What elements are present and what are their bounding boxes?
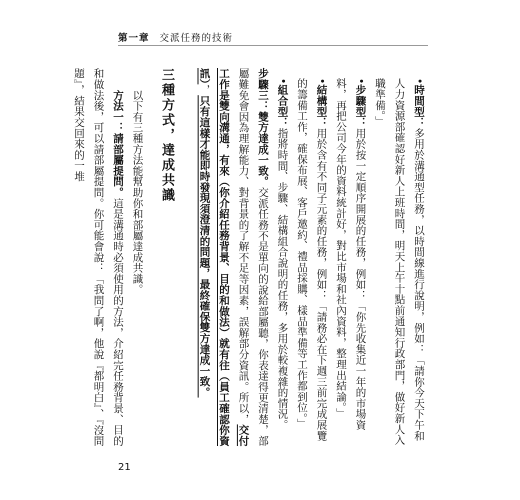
step-three-paragraph: 步驟三：雙方達成一致。交派任務不是單向的說給部屬聽，你表達得更清楚，部屬難免會因為理解能力、對背景的了解不足等因素，誤解部分資訊。所以，交付工作是雙向溝通，有來（你介紹任務背景、目的和做法）就有往（員工確認你資訊），只有這樣才能即時發現須澄清的問題，最終確保雙方達成一致。 — [198, 68, 269, 447]
method-one-paragraph — [69, 68, 128, 448]
bullet-label: 時間型： — [413, 84, 425, 128]
bullet-text: 指將時間、步驟、結構組合說明的任務，多用於較複雜的情況。 — [276, 127, 289, 431]
method-one-label: 方法一：請部屬提問。 — [112, 89, 124, 198]
running-header — [118, 30, 233, 44]
bullet-item-combination: •組合型：指將時間、步驟、結構組合說明的任務，多用於較複雜的情況。 — [276, 78, 289, 431]
bullet-label: 組合型： — [276, 84, 289, 128]
header-divider — [118, 45, 428, 46]
chapter-title: 交派任務的技術 — [159, 33, 234, 44]
step-three-text: 交派任務不是單向的說給部屬聽，你表達得更清楚，部屬難免會因為理解能力、對背景的了解不足等因素，誤解部分資訊。所以， — [237, 68, 269, 447]
bullet-item-time: •時間型：多用於溝通型任務，以時間線進行說明，例如：「請你今天下午和人力資源部確認好新人上班時間，明天上午十點前通知行政部門，做好新人入職準備。」 — [374, 78, 425, 446]
method-one-text: 這是溝通時必須使用的方法，介紹完任務背景、目的和做法後，可以請部屬提問。你可能會說：「我問了啊，他說『都明白』、『沒問題』，結果交回來的一堆 — [73, 68, 124, 447]
bullet-text: 用於按一定順序開展的任務，例如：「你先收集近一年的市場資料，再把公司今年的資料統計好，對比市場和社內資料，整理出結論。」 — [335, 78, 367, 431]
step-three-label: 步驟三：雙方達成一致。 — [257, 68, 269, 187]
page-number: 21 — [118, 462, 131, 473]
bullet-item-steps: •步驟型：用於按一定順序開展的任務，例如：「你先收集近一年的市場資料，再把公司今年的資料統計好，對比市場和社內資料，整理出結論。」 — [335, 78, 367, 431]
step-three-emphasis-1: 交付工作是雙向溝通，有來（你介紹任務背景、目的和做法）就有往（員工確認你資訊） — [198, 68, 250, 447]
bullet-label: 結構型： — [315, 84, 328, 128]
section-intro: 以下有三種方法能幫助你和部屬達成共識。 — [131, 89, 144, 295]
step-three-emphasis-2: 只有這樣才能即時發現須澄清的問題，最終確保雙方達成一致。 — [198, 95, 211, 398]
bullet-text: 用於含有不同子元素的任務，例如：「請務必在下週三前完成展覽的籌備工作，確保布展、客戶邀約、禮品採購、樣品準備等工作都到位。」 — [296, 78, 328, 441]
bullet-label: 步驟型： — [354, 84, 367, 128]
section-heading: 三種方式，達成共識 — [159, 68, 174, 203]
chapter-label: 第一章 — [118, 33, 150, 44]
vertical-text-body — [73, 68, 428, 448]
bullet-text: 多用於溝通型任務，以時間線進行說明，例如：「請你今天下午和人力資源部確認好新人上班時間，明天上午十點前通知行政部門，做好新人入職準備。」 — [374, 78, 425, 446]
bullet-item-structure: •結構型：用於含有不同子元素的任務，例如：「請務必在下週三前完成展覽的籌備工作，確保布展、客戶邀約、禮品採購、樣品準備等工作都到位。」 — [296, 78, 328, 441]
